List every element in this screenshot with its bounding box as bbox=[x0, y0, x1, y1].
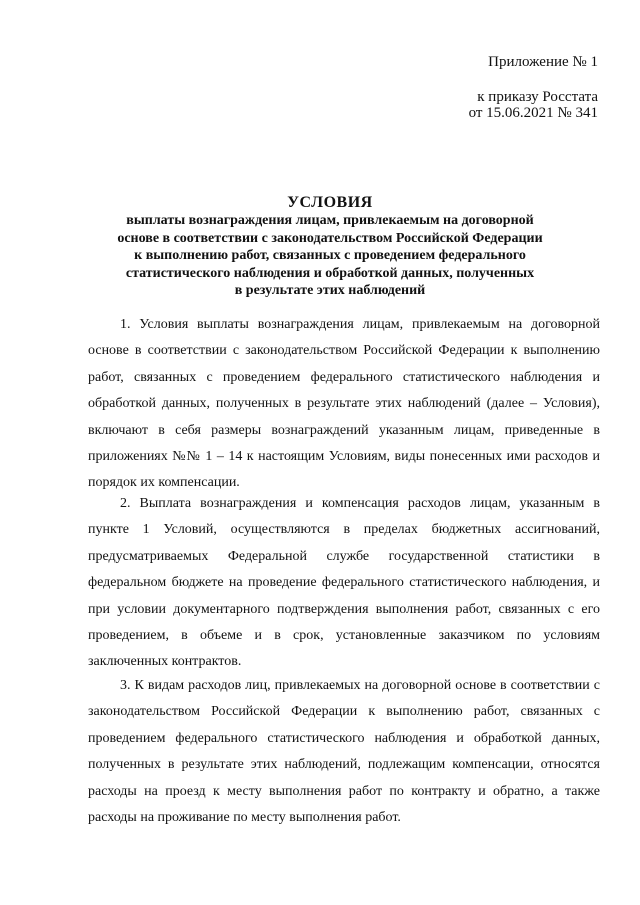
title-subtitle bbox=[80, 212, 580, 300]
title-subtitle-line: к выполнению работ, связанных с проведением федерального bbox=[134, 248, 526, 264]
title-subtitle-line: выплаты вознаграждения лицам, привлекаемым на договорной bbox=[126, 213, 534, 228]
document-title bbox=[80, 193, 580, 300]
paragraph-3: 3. К видам расходов лиц, привлекаемых на договорной основе в соответствии с законодательством Российской Федерации к выполнению работ, связанных с проведением федерального статистического наблюдения и обработкой данных, полученных в результате этих наблюдений, подлежащим компенсации, относятся расходы на проезд к месту выполнения работ по контракту и обратно, а также расходы на проживание по месту выполнения работ. bbox=[88, 678, 600, 826]
title-subtitle-line: в результате этих наблюдений bbox=[234, 283, 426, 299]
title-main: УСЛОВИЯ bbox=[287, 194, 373, 211]
paragraph-2: 2. Выплата вознаграждения и компенсация расходов лицам, указанным в пункте 1 Условий, осуществляются в пределах бюджетных ассигнований, предусматриваемых Федеральной службе государственной статистики в федеральном бюджете на проведение федерального статистического наблюдения, и при условии документарного подтверждения выполнения работ, связанных с его проведением, в объеме и в срок, установленные заказчиком по условиям заключенных контрактов. bbox=[88, 496, 600, 670]
appendix-order: к приказу Росстата bbox=[477, 89, 598, 105]
appendix-date: от 15.06.2021 № 341 bbox=[468, 105, 598, 121]
title-subtitle-line: статистического наблюдения и обработкой данных, полученных bbox=[125, 265, 535, 281]
appendix-number: Приложение № 1 bbox=[488, 54, 598, 70]
paragraph-1: 1. Условия выплаты вознаграждения лицам, привлекаемым на договорной основе в соответствии с законодательством Российской Федерации к выполнению работ, связанных с проведением федерального статистического наблюдения и обработкой данных, полученных в результате этих наблюдений (далее – Условия), включают в себя размеры вознаграждений указанным лицам, приведенные в приложениях №№ 1 – 14 к настоящим Условиям, виды понесенных ими расходов и порядок их компенсации. bbox=[88, 317, 600, 491]
title-subtitle-line: основе в соответствии с законодательством Российской Федерации bbox=[117, 230, 543, 246]
